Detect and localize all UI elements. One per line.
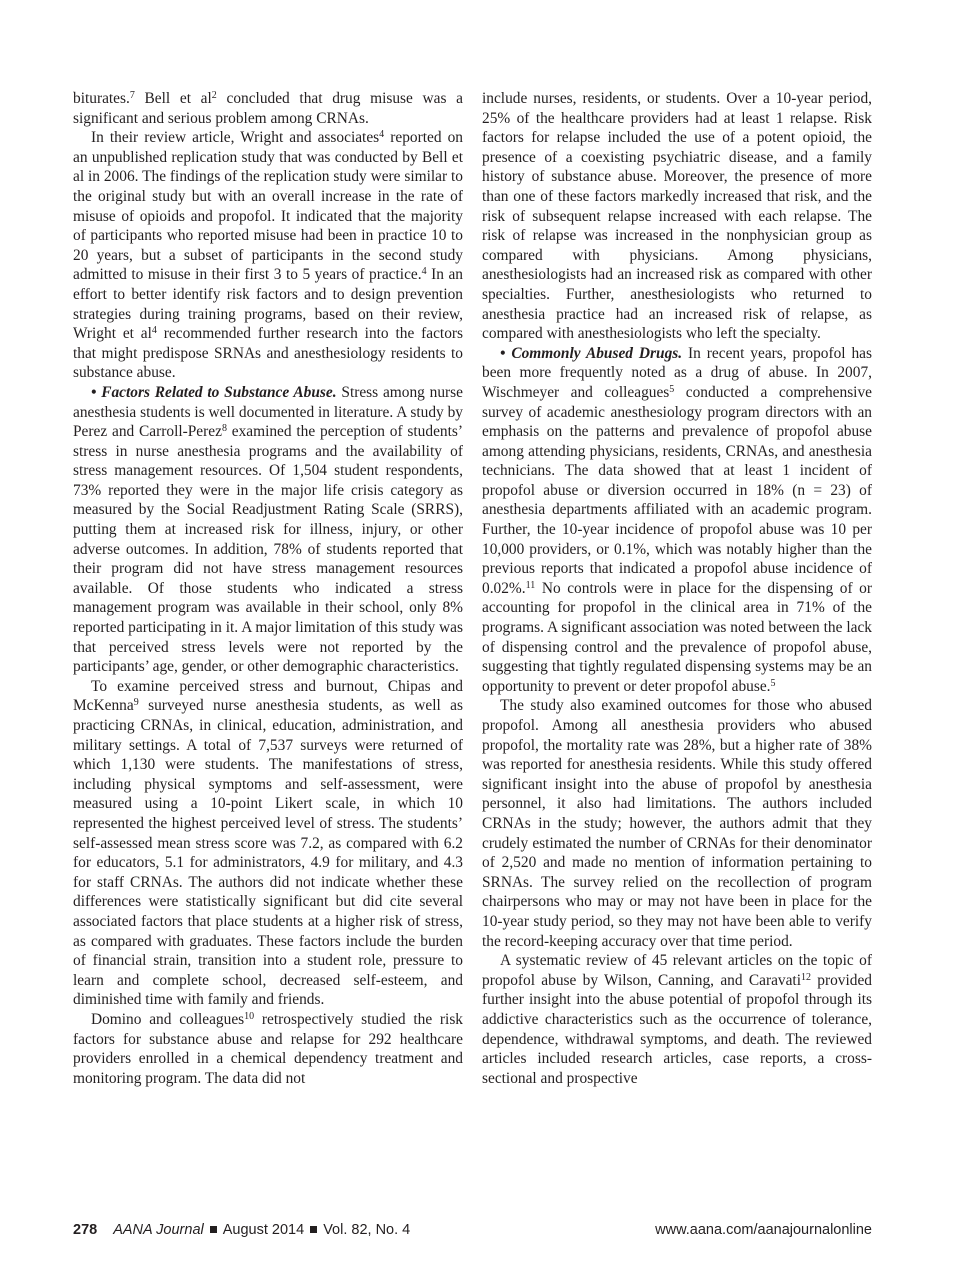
paragraph [482, 89, 872, 344]
journal-name: AANA Journal [113, 1222, 204, 1238]
paragraph [482, 951, 872, 1088]
left-column [73, 89, 463, 1088]
paragraph [482, 696, 872, 951]
citation: 5 [770, 677, 776, 689]
text: Bell et al [134, 90, 212, 107]
page-footer [73, 1222, 872, 1244]
section-heading: • Factors Related to Substance Abuse. [91, 383, 337, 401]
text: In their review article, Wright and associates [91, 129, 380, 147]
paragraph [482, 344, 872, 697]
text: Stress among nurse anesthesia students is well documented in literature. A study by Perez and Carroll-Perez [73, 383, 463, 441]
text: concluded that drug misuse was a significant and serious problem among CRNAs. [73, 90, 464, 127]
citation: 12 [800, 971, 811, 983]
citation: 4 [421, 266, 427, 278]
paragraph [73, 89, 463, 128]
section-heading: • Commonly Abused Drugs. [500, 344, 683, 362]
text: No controls were in place for the dispensing of or accounting for propofol in the clinical area in 71% of the programs. A significant association was noted between the lack of dispensing control and the prevalence of propofol abuse, suggesting that tightly regulated dispensing systems may be an opportunity to prevent or deter propofol abuse. [482, 579, 872, 695]
citation: 4 [379, 129, 385, 141]
text: retrospectively studied the risk factors for substance abuse and relapse for 292 healthcare providers enrolled in a chemical dependency treatment and monitoring program. The data did not [73, 1010, 463, 1087]
page-number: 278 [73, 1222, 98, 1238]
text: examined the perception of students’ stress in nurse anesthesia programs and the availability of stress management resources. Of 1,504 student respondents, 73% reported they were in the major life crisis category as measured by the Social Readjustment Rating Scale (SRRS), putting them at increased risk for illness, injury, or other adverse outcomes. In addition, 78% of students reported that their program did not have stress management resources available. Of those students who indicated a stress management program was available in their school, only 8% reported participating in it. A major limitation of this study was that perceived stress levels were not reported by the participants’ age, gender, or other demographic characteristics. [73, 423, 463, 676]
right-column [482, 89, 872, 1088]
text: In an effort to better identify risk factors and to design prevention strategies during training programs, based on their review, Wright et al [73, 266, 463, 343]
text: include nurses, residents, or students. Over a 10-year period, 25% of the healthcare providers had at least 1 relapse. Risk factors for relapse included the use of a potent opioid, the presence of a coexisting psychiatric disease, and a family history of substance abuse. Moreover, the presence of more than one of these factors markedly increased that risk, and the risk of subsequent relapse increased with each relapse. The risk of relapse was increased in the nonphysician group as compared with physicians. Among physicians, anesthesiologists had an increased risk as compared with other specialties. Further, anesthesiologists who returned to anesthesia practice had an increased risk of relapse, as compared with anesthesiologists who left the specialty. [482, 90, 872, 343]
text: A systematic review of 45 relevant articles on the topic of propofol abuse by Wilson, Canning, and Caravati [482, 952, 872, 989]
volume-issue: Vol. 82, No. 4 [323, 1222, 411, 1238]
paragraph [73, 383, 463, 677]
text: To examine perceived stress and burnout, Chipas and McKenna [73, 677, 463, 715]
paragraph [73, 677, 463, 1010]
citation: 11 [525, 579, 536, 591]
text: biturates. [73, 90, 130, 107]
citation: 9 [133, 697, 139, 709]
citation: 7 [129, 90, 135, 101]
text: Domino and colleagues [91, 1010, 245, 1028]
citation: 10 [244, 1010, 255, 1022]
citation: 4 [151, 325, 157, 337]
text: In recent years, propofol has been more frequently noted as a drug of abuse. In 2007, Wischmeyer and colleagues [482, 344, 872, 401]
citation: 8 [221, 423, 227, 435]
square-bullet-icon [210, 1226, 217, 1233]
issue-date: August 2014 [222, 1222, 305, 1238]
text: reported on an unpublished replication study that was conducted by Bell et al in 2006. The findings of the replication study were similar to the original study but with an overall increase in the rate of misuse of opioids and propofol. It indicated that the majority of participants who reported misuse had been in practice 10 to 20 years, but a subset of participants in the second study admitted to misuse in their first 3 to 5 years of practice. [73, 129, 463, 284]
text: The study also examined outcomes for those who abused propofol. Among all anesthesia providers who abused propofol, the mortality rate was 28%, but a higher rate of 38% was reported for anesthesia residents. While this study offered significant insight into the abuse of propofol by anesthesia personnel, it also had limitations. The authors included CRNAs in the study; however, the authors admit that they crudely estimated the number of CRNAs for their denominator of 2,520 and made no mention of information pertaining to SRNAs. The survey relied on the recollection of program chairpersons who may or may not have been in place for the 10-year study period, so they may not have been able to verify the record-keeping accuracy over that time period. [482, 697, 872, 950]
text: surveyed nurse anesthesia students, as well as practicing CRNAs, in clinical, education, administration, and military settings. A total of 7,537 surveys were returned of which 1,130 were students. The manifestations of stress, including physical symptoms and self-assessment, were measured using a 10-point Likert scale, in which 10 represented the highest perceived level of stress. The students’ self-assessed mean stress score was 7.2, as compared with 6.2 for educators, 5.1 for administrators, 4.9 for military, and 4.3 for staff CRNAs. The authors did not indicate whether these differences were statistically significant but did cite several associated factors that place students at a higher risk of stress, as compared with graduates. These factors include the burden of financial strain, transition into a student role, pressure to learn and complete school, decreased self-esteem, and diminished time with family and friends. [73, 697, 463, 1009]
text: provided further insight into the abuse potential of propofol through its addictive characteristics such as the occurrence of tolerance, dependence, withdrawal symptoms, and death. The reviewed articles included research articles, case reports, a cross-sectional and prospective [482, 971, 872, 1087]
text: recommended further research into the factors that might predispose SRNAs and anesthesiology residents to substance abuse. [73, 325, 464, 382]
journal-url: www.aana.com/aanajournalonline [655, 1222, 872, 1238]
citation: 2 [211, 90, 217, 101]
paragraph [73, 128, 463, 383]
text: conducted a comprehensive survey of academic anesthesiology program directors with an emphasis on the patterns and prevalence of propofol abuse among attending physicians, residents, CRNAs, and anesthesia technicians. The data showed that at least 1 incident of propofol abuse or diversion occurred in 18% (n = 23) of anesthesia departments affiliated with an academic program. Further, the 10-year incidence of propofol abuse was 10 per 10,000 providers, or 0.1%, which was notably higher than the previous reports that indicated a propofol abuse incidence of 0.02%. [482, 383, 872, 597]
square-bullet-icon [310, 1226, 317, 1233]
paragraph [73, 1010, 463, 1088]
citation: 5 [669, 383, 675, 395]
